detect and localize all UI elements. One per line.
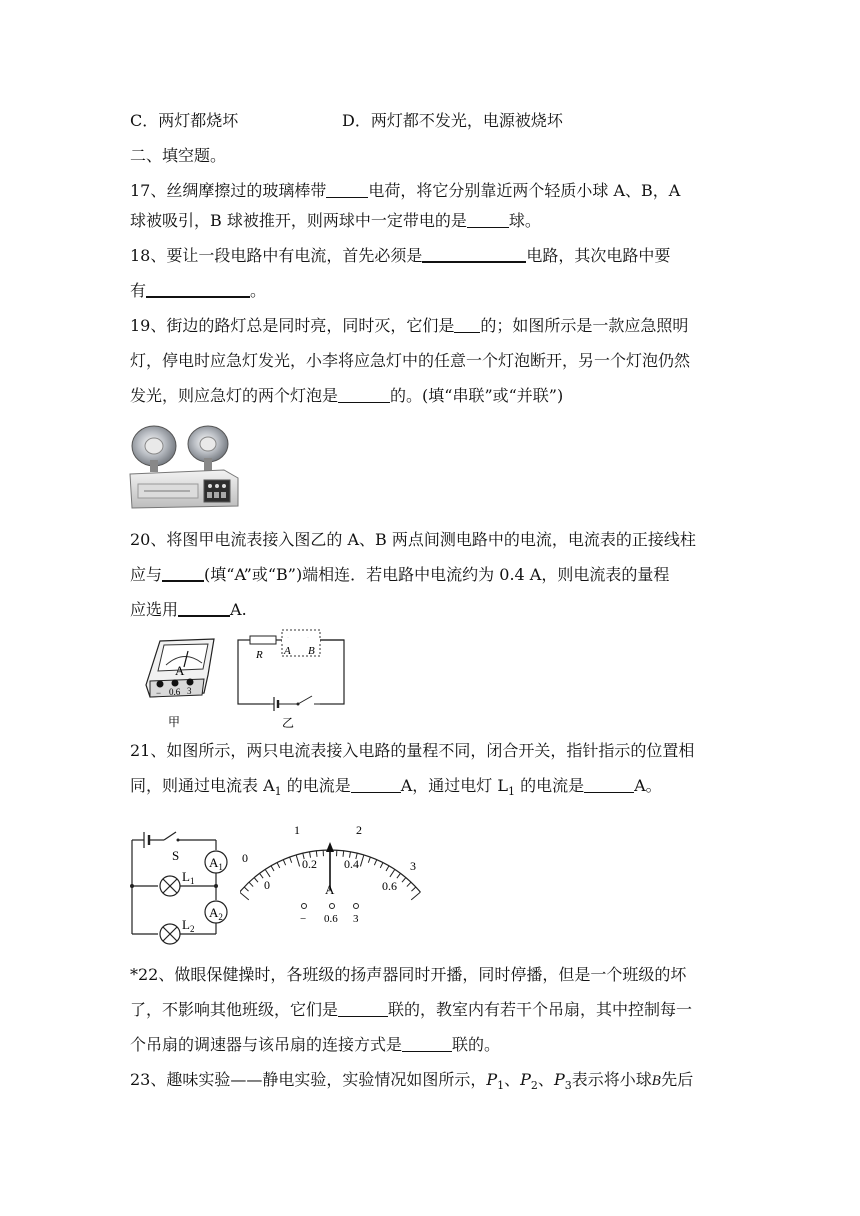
dial-tick: [254, 878, 258, 883]
dial-tick: [296, 855, 299, 866]
emergency-light-image: [128, 424, 240, 510]
dial-inner-02: 0.2: [302, 857, 317, 871]
lamp-l2-label: $L_2$: [182, 917, 195, 934]
q22-line-1: *22、做眼保健操时，各班级的扬声器同时开播，同时停播，但是一个班级的坏: [130, 965, 687, 984]
ammeter-jia-letter: A: [175, 663, 185, 678]
point-b-label: B: [308, 645, 315, 657]
dial-tick: [380, 863, 383, 868]
ammeter-a1-label: $A_1$: [209, 855, 223, 872]
q21-ammeter-dial: [240, 818, 424, 930]
figure-yi-caption: 乙: [282, 716, 295, 730]
q20-line-2: 应与 (填“A”或“B”)端相连．若电路中电流约为 0.4 A，则电流表的量程: [130, 565, 670, 584]
dial-tick: [407, 882, 411, 886]
dial-terminal-06: 0.6: [324, 913, 338, 925]
circuit-figure-yi: [234, 628, 350, 730]
dial-tick: [316, 851, 317, 857]
dial-tick: [374, 860, 376, 866]
dial-inner-06: 0.6: [382, 879, 397, 893]
switch-label: S: [172, 848, 180, 863]
dial-tick: [277, 863, 280, 868]
q19-line-3: 发光，则应急灯的两个灯泡是 的。(填“串联”或“并联”): [130, 386, 564, 405]
resistor-label: R: [256, 649, 263, 661]
dial-letter: A: [325, 882, 335, 897]
ammeter-a2-label: $A_2$: [209, 905, 223, 922]
q22-line-3: 个吊扇的调速器与该吊扇的连接方式是 联的。: [130, 1035, 501, 1054]
q20-line-3: 应选用 A.: [130, 600, 247, 619]
dial-terminal-neg: −: [300, 913, 307, 925]
q16-option-d: D．两灯都不发光，电源被烧坏: [342, 111, 563, 130]
dial-tick: [397, 873, 401, 878]
dial-tick: [386, 866, 389, 871]
q18-blank-2[interactable]: [146, 280, 250, 298]
dial-outer-2: 2: [356, 823, 362, 837]
figure-jia-caption: 甲: [168, 715, 181, 729]
q17-line-1: 17、丝绸摩擦过的玻璃棒带 电荷，将它分别靠近两个轻质小球 A、B，A: [130, 181, 681, 200]
ammeter-jia-terminal-neg: −: [156, 688, 162, 698]
dial-outer-1: 1: [294, 823, 300, 837]
ammeter-jia-terminal-3: 3: [187, 686, 192, 696]
dial-tick: [244, 887, 248, 891]
point-a-label: A: [284, 645, 291, 657]
dial-tick: [240, 892, 249, 900]
q17-line-2: 球被吸引，B 球被推开，则两球中一定带电的是 球。: [130, 211, 541, 230]
q21-line-2: 同，则通过电流表 $A_1$ 的电流是 A，通过电灯 $L_1$ 的电流是 A。: [130, 776, 662, 799]
q19-line-1: 19、街边的路灯总是同时亮，同时灭，它们是 的；如图所示是一款应急照明: [130, 316, 689, 335]
q20-blank-2[interactable]: [178, 599, 230, 617]
ammeter-figure-jia: [142, 635, 222, 731]
lamp-l1-label: $L_1$: [182, 869, 195, 886]
q21-line-1: 21、如图所示，两只电流表接入电路的量程不同，闭合开关，指针指示的位置相: [130, 741, 695, 760]
dial-terminal-3: 3: [353, 913, 359, 925]
dial-outer-0: 0: [242, 851, 248, 865]
dial-tick: [411, 892, 420, 900]
section-title: 二、填空题。: [130, 146, 227, 165]
dial-tick: [265, 869, 270, 877]
q18-line-1: 18、要让一段电路中有电流，首先必须是 电路，其次电路中要: [130, 246, 671, 265]
q21-blank-2[interactable]: [584, 776, 634, 793]
q19-line-2: 灯，停电时应急灯发光，小李将应急灯中的任意一个灯泡断开，另一个灯泡仍然: [130, 351, 691, 370]
dial-inner-0: 0: [264, 878, 270, 892]
q23-line-1: 23、趣味实验——静电实验，实验情况如图所示，$P_1$、$P_2$、$P_3$表示将小球B先后: [130, 1070, 694, 1093]
q18-blank-1[interactable]: [422, 245, 526, 263]
q21-blank-1[interactable]: [351, 776, 401, 793]
dial-tick: [343, 851, 344, 857]
q22-blank-2[interactable]: [402, 1035, 452, 1052]
q21-circuit-figure: [128, 822, 238, 946]
dial-outer-3: 3: [410, 859, 416, 873]
q20-blank-1[interactable]: [162, 564, 204, 582]
q19-blank-2[interactable]: [338, 386, 390, 403]
dial-tick: [271, 866, 274, 871]
q22-blank-1[interactable]: [338, 1000, 388, 1017]
q16-option-c: C．两灯都烧坏: [130, 111, 239, 130]
dial-tick: [402, 878, 406, 883]
q19-blank-1[interactable]: [454, 316, 480, 333]
q18-line-2: 有 。: [130, 281, 267, 300]
q22-line-2: 了，不影响其他班级，它们是 联的，教室内有若干个吊扇，其中控制每一: [130, 1000, 693, 1019]
dial-tick: [290, 857, 292, 863]
q17-blank-2[interactable]: [467, 211, 509, 228]
q20-line-1: 20、将图甲电流表接入图乙的 A、B 两点间测电路中的电流，电流表的正接线柱: [130, 530, 696, 549]
dial-inner-04: 0.4: [344, 857, 359, 871]
dial-tick: [249, 882, 253, 886]
dial-tick: [283, 860, 285, 866]
dial-tick: [360, 855, 363, 866]
dial-tick: [390, 869, 395, 877]
ammeter-jia-terminal-06: 0.6: [169, 687, 181, 697]
dial-tick: [368, 857, 370, 863]
dial-tick: [260, 873, 264, 878]
dial-tick: [411, 887, 415, 891]
q17-blank-1[interactable]: [326, 181, 368, 198]
